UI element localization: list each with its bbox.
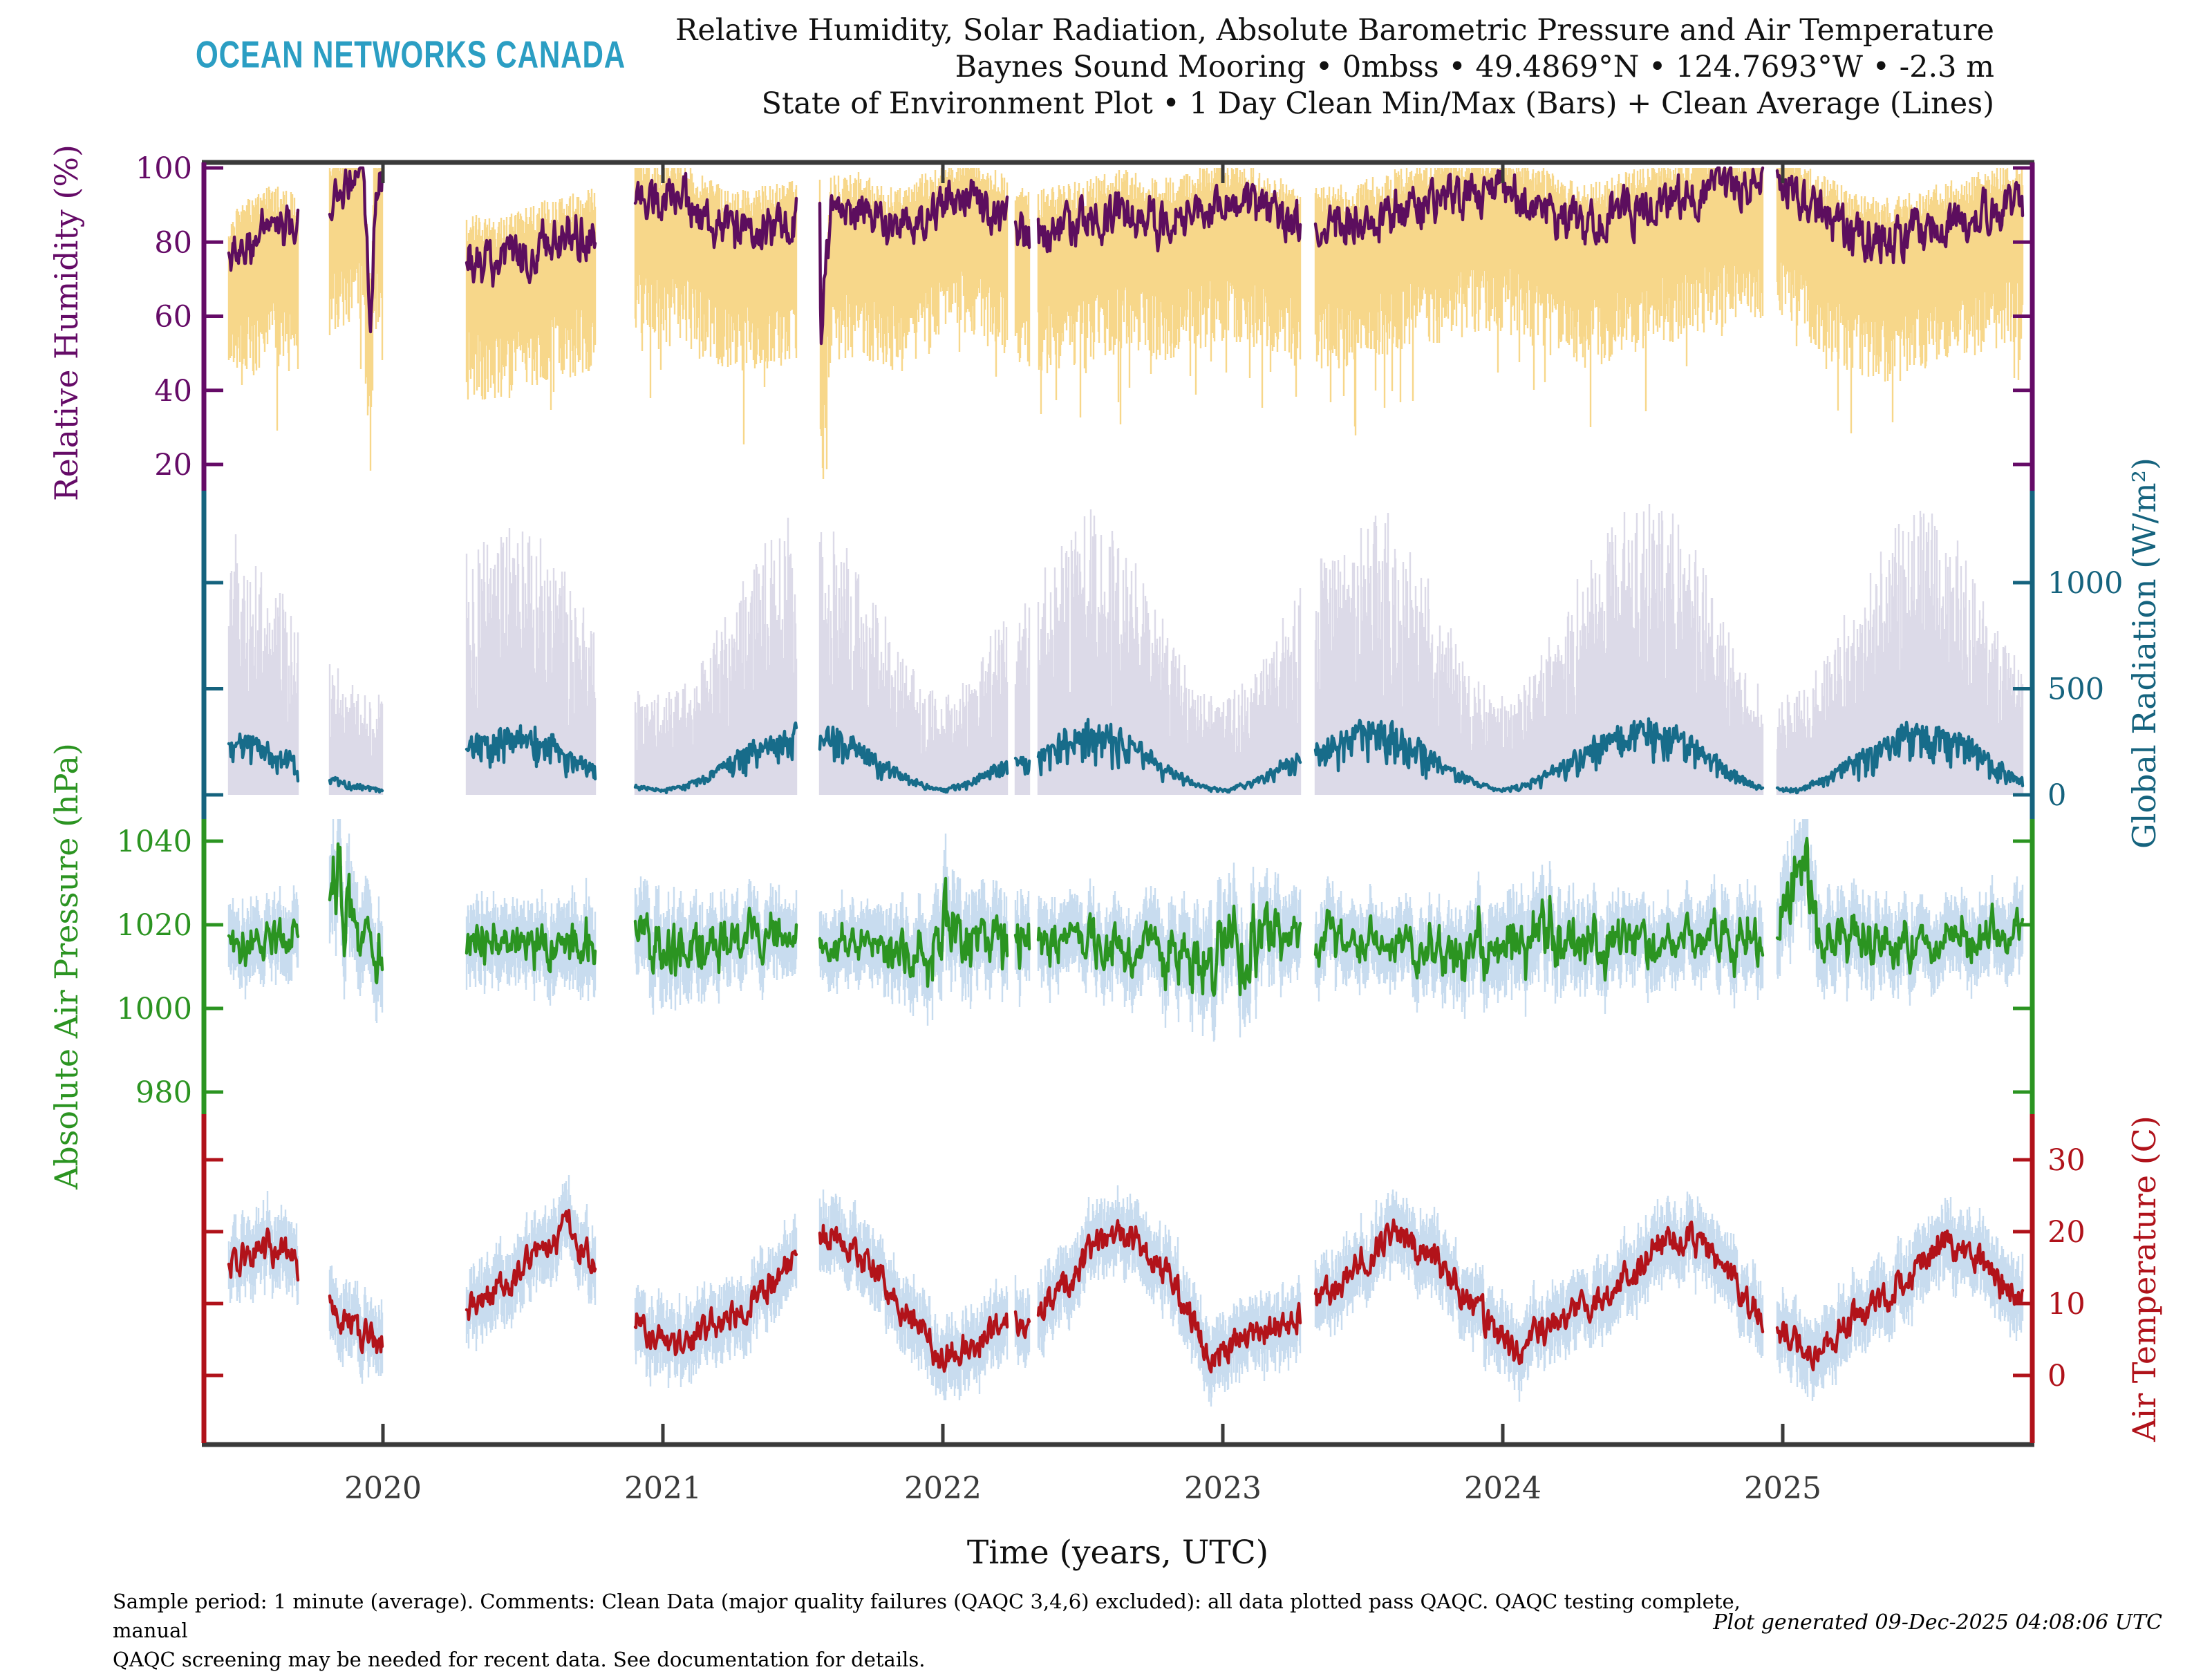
radiation-tick-label: 1000 xyxy=(2047,566,2124,601)
humidity-tick-label: 40 xyxy=(154,373,192,408)
temperature-tick-label: 10 xyxy=(2047,1287,2086,1322)
pressure-tick-label: 1040 xyxy=(116,825,192,859)
x-tick-label: 2025 xyxy=(1744,1471,1821,1506)
x-tick-label: 2023 xyxy=(1184,1471,1262,1506)
temperature-tick-label: 0 xyxy=(2047,1359,2067,1393)
plot-title-line3: State of Environment Plot • 1 Day Clean Min/Max (Bars) + Clean Average (Lines) xyxy=(761,86,1994,121)
footer-comments-line1: Sample period: 1 minute (average). Comments: Clean Data (major quality failures (QAQC 3,4,6) excluded): all data plotted pass QAQC. QAQC testing complete, manual xyxy=(113,1590,1741,1642)
footer-comments xyxy=(113,1587,1758,1674)
x-tick-label: 2022 xyxy=(904,1471,982,1506)
x-tick-label: 2024 xyxy=(1464,1471,1541,1506)
plot-title-line2: Baynes Sound Mooring • 0mbss • 49.4869°N • 124.7693°W • -2.3 m xyxy=(955,50,1994,84)
temperature-minmax-bars xyxy=(229,1175,2023,1407)
humidity-tick-label: 80 xyxy=(154,225,192,261)
ocean-networks-canada-logo: OCEAN NETWORKS CANADA xyxy=(196,34,626,76)
temperature-tick-label: 20 xyxy=(2047,1215,2086,1250)
x-tick-label: 2020 xyxy=(344,1471,422,1506)
temperature-axis-label: Air Temperature (C) xyxy=(2126,1116,2163,1442)
pressure-tick-label: 1000 xyxy=(116,992,192,1026)
footer-comments-line2: QAQC screening may be needed for recent data. See documentation for details. xyxy=(113,1648,926,1671)
pressure-axis-label: Absolute Air Pressure (hPa) xyxy=(48,743,85,1189)
humidity-tick-label: 20 xyxy=(154,448,192,482)
x-tick-label: 2021 xyxy=(624,1471,702,1506)
radiation-tick-label: 0 xyxy=(2047,778,2067,813)
temperature-tick-label: 30 xyxy=(2047,1143,2086,1178)
plot-title-line1: Relative Humidity, Solar Radiation, Absolute Barometric Pressure and Air Temperature xyxy=(675,13,1994,48)
plot-generated-timestamp: Plot generated 09-Dec-2025 04:08:06 UTC xyxy=(1713,1610,2162,1635)
chart-series-layer xyxy=(229,168,2023,1407)
x-axis-label: Time (years, UTC) xyxy=(966,1534,1269,1572)
humidity-tick-label: 60 xyxy=(154,299,192,335)
humidity-tick-label: 100 xyxy=(135,151,192,186)
radiation-tick-label: 500 xyxy=(2047,672,2105,707)
humidity-axis-label: Relative Humidity (%) xyxy=(48,144,85,501)
pressure-tick-label: 1020 xyxy=(116,908,192,943)
pressure-tick-label: 980 xyxy=(135,1075,192,1110)
radiation-axis-label: Global Radiation (W/m²) xyxy=(2126,458,2163,849)
